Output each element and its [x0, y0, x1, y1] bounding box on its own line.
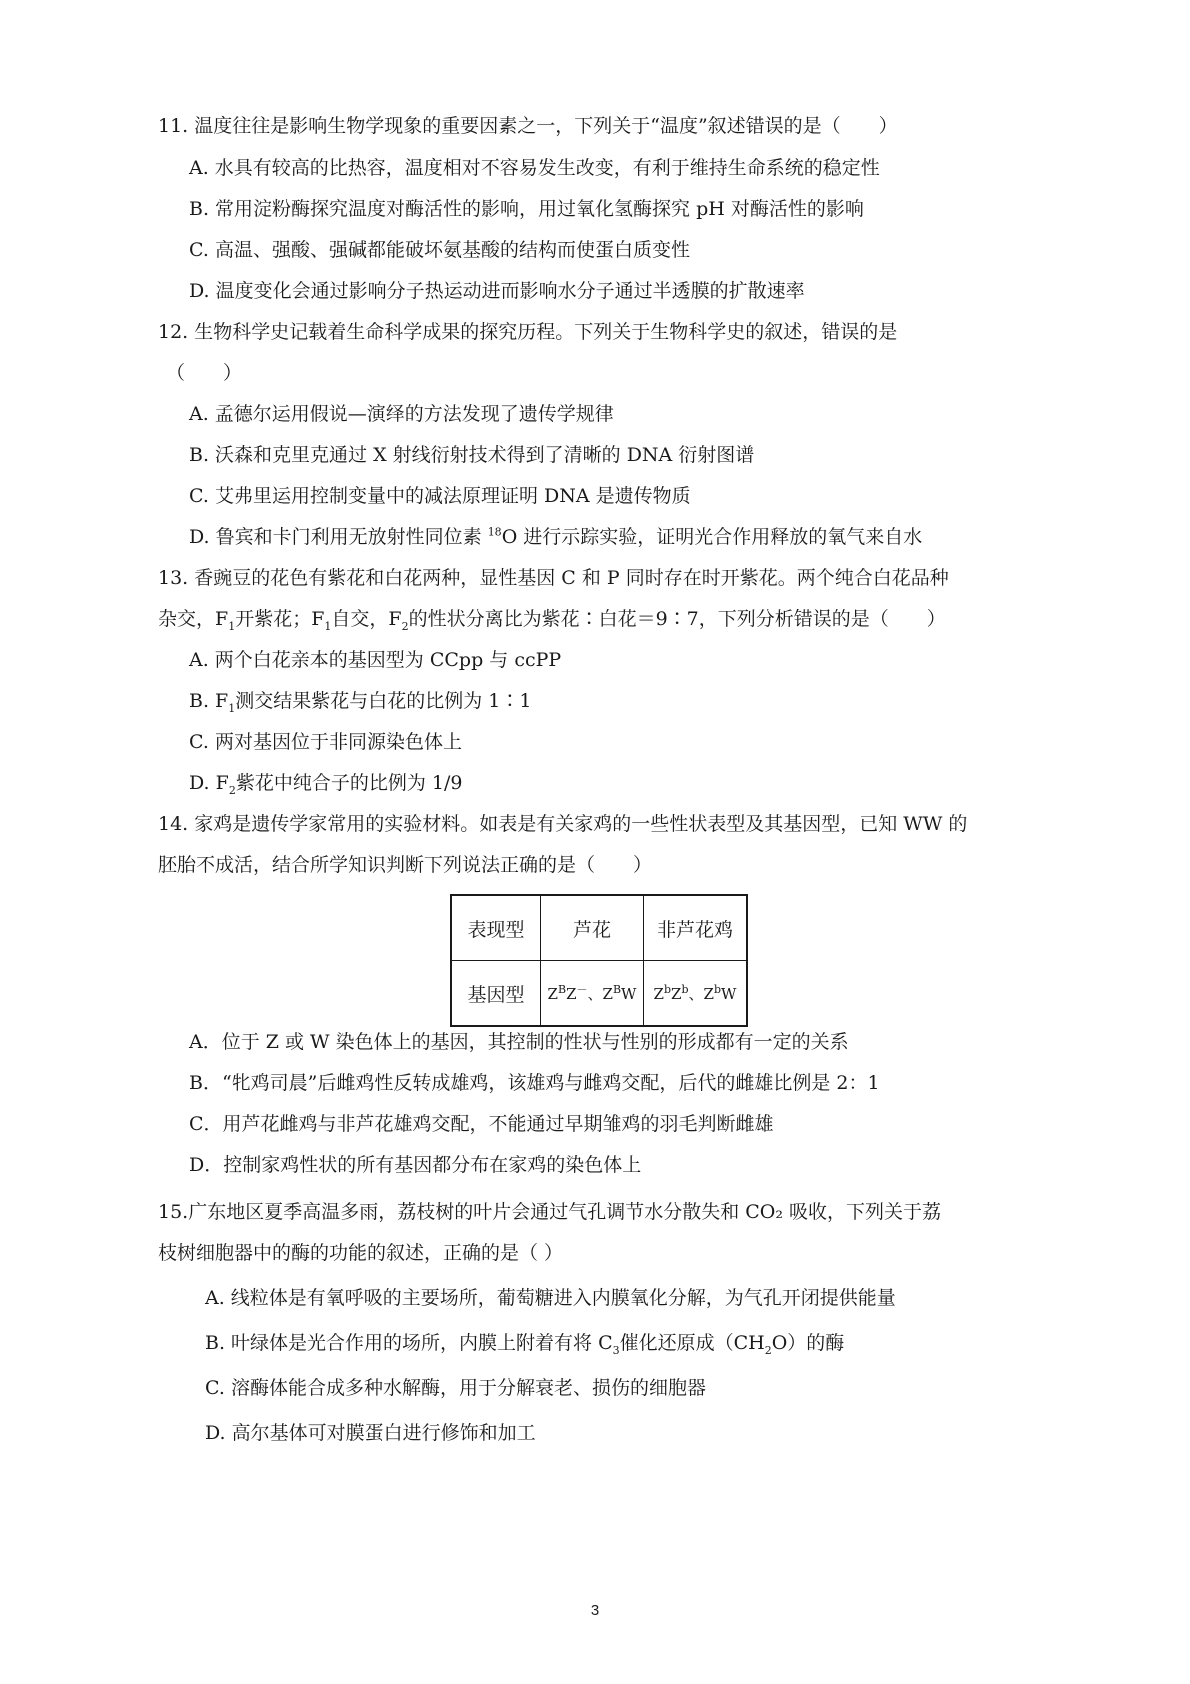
- genotype-sup: b: [713, 982, 722, 996]
- genotype-sup: B: [557, 982, 567, 996]
- q15-b-text-3: O）的酶: [771, 1332, 845, 1354]
- q12-d-isotope: 18: [487, 525, 502, 539]
- q12-d-text-2: O 进行示踪实验，证明光合作用释放的氧气来自水: [501, 526, 923, 548]
- q11-option-b: B. 常用淀粉酶探究温度对酶活性的影响，用过氧化氢酶探究 pH 对酶活性的影响: [189, 198, 864, 220]
- q15-b-text-1: B. 叶绿体是光合作用的场所，内膜上附着有将 C: [205, 1332, 613, 1354]
- q15-option-d: D. 高尔基体可对膜蛋白进行修饰和加工: [205, 1422, 536, 1444]
- genotype-w: W: [621, 984, 637, 1003]
- genotype-separator: 、: [688, 984, 704, 1003]
- q13-b-sub: 1: [228, 701, 236, 715]
- genotype-sup: b: [681, 982, 689, 996]
- q11-option-a: A. 水具有较高的比热容，温度相对不容易发生改变，有利于维持生命系统的稳定性: [189, 157, 880, 179]
- q15-option-c: C. 溶酶体能合成多种水解酶，用于分解衰老、损伤的细胞器: [205, 1377, 706, 1399]
- q13-d-text-2: 紫花中纯合子的比例为 1/9: [235, 772, 463, 794]
- q15-b-sub-2: 2: [764, 1343, 772, 1357]
- genotype-sup: B: [612, 982, 622, 996]
- q12-stem-line1: 12. 生物科学史记载着生命科学成果的探究历程。下列关于生物科学史的叙述，错误的是: [158, 321, 898, 343]
- table-row: [451, 895, 747, 961]
- q11-option-c: C. 高温、强酸、强碱都能破坏氨基酸的结构而使蛋白质变性: [189, 239, 690, 261]
- q13-s2-text-1: 杂交，F: [158, 608, 229, 630]
- genotype-sup: b: [663, 982, 672, 996]
- page-number: 3: [590, 1602, 600, 1619]
- q14-stem-line2: 胚胎不成活，结合所学知识判断下列说法正确的是（ ）: [158, 854, 653, 876]
- q12-stem-line2: （ ）: [166, 362, 243, 384]
- table-header-phenotype: 表现型: [451, 895, 541, 961]
- q13-d-text-1: D. F: [189, 772, 229, 794]
- q12-option-a: A. 孟德尔运用假说—演绎的方法发现了遗传学规律: [189, 403, 614, 425]
- table-header-barred: 芦花: [541, 895, 644, 961]
- genotype-z: Z: [566, 984, 577, 1003]
- q13-s2-text-2: 开紫花；F: [235, 608, 325, 630]
- q13-b-text-2: 测交结果紫花与白花的比例为 1∶1: [235, 690, 532, 712]
- table-cell-nonbarred-genotype: [644, 961, 748, 1027]
- genotype-z: Z: [653, 984, 664, 1003]
- q15-b-text-2: 催化还原成（CH: [619, 1332, 765, 1354]
- q14-option-b: B．“牝鸡司晨”后雌鸡性反转成雄鸡，该雄鸡与雌鸡交配，后代的雌雄比例是 2：1: [189, 1072, 880, 1094]
- q15-b-sub-1: 3: [612, 1343, 620, 1357]
- q13-option-c: C. 两对基因位于非同源染色体上: [189, 731, 462, 753]
- q13-option-a: A. 两个白花亲本的基因型为 CCpp 与 ccPP: [189, 649, 562, 671]
- q14-option-c: C．用芦花雌鸡与非芦花雄鸡交配，不能通过早期雏鸡的羽毛判断雌雄: [189, 1113, 774, 1135]
- q13-s2-text-3: 自交，F: [331, 608, 402, 630]
- q15-stem-line2: 枝树细胞器中的酶的功能的叙述，正确的是（ ）: [158, 1242, 564, 1264]
- genotype-separator: 、: [587, 984, 603, 1003]
- q13-stem-line1: 13. 香豌豆的花色有紫花和白花两种，显性基因 C 和 P 同时存在时开紫花。两个纯合白花品种: [158, 567, 949, 589]
- q13-d-sub: 2: [228, 783, 236, 797]
- table-header-nonbarred: 非芦花鸡: [644, 895, 748, 961]
- q12-d-text-1: D. 鲁宾和卡门利用无放射性同位素: [189, 526, 488, 548]
- genotype-sup: －: [576, 982, 588, 996]
- q13-stem-line2: [158, 607, 946, 631]
- q15-stem-line1: 15.广东地区夏季高温多雨，荔枝树的叶片会通过气孔调节水分散失和 CO₂ 吸收，下列关于荔: [158, 1201, 942, 1223]
- genotype-w: W: [721, 984, 737, 1003]
- table-row: [451, 961, 747, 1027]
- genotype-z: Z: [602, 984, 613, 1003]
- q13-option-d: [189, 771, 462, 795]
- table-cell-barred-genotype: [541, 961, 644, 1027]
- q14-option-a: A．位于 Z 或 W 染色体上的基因，其控制的性状与性别的形成都有一定的关系: [189, 1031, 849, 1053]
- q11-option-d: D. 温度变化会通过影响分子热运动进而影响水分子通过半透膜的扩散速率: [189, 280, 805, 302]
- q11-stem: 11. 温度往往是影响生物学现象的重要因素之一，下列关于“温度”叙述错误的是（ ）: [158, 115, 898, 137]
- genotype-table: [450, 894, 748, 1027]
- q13-option-b: [189, 689, 531, 713]
- q13-s2-sub-1: 1: [228, 619, 236, 633]
- genotype-z: Z: [547, 984, 558, 1003]
- genotype-z: Z: [671, 984, 682, 1003]
- q13-b-text-1: B. F: [189, 690, 229, 712]
- q14-option-d: D．控制家鸡性状的所有基因都分布在家鸡的染色体上: [189, 1154, 642, 1176]
- table-row-genotype-label: 基因型: [451, 961, 541, 1027]
- q13-s2-sub-3: 2: [401, 619, 409, 633]
- q15-option-b: [205, 1331, 844, 1355]
- genotype-z: Z: [703, 984, 714, 1003]
- q12-option-c: C. 艾弗里运用控制变量中的减法原理证明 DNA 是遗传物质: [189, 485, 691, 507]
- q15-option-a: A. 线粒体是有氧呼吸的主要场所，葡萄糖进入内膜氧化分解，为气孔开闭提供能量: [205, 1287, 896, 1309]
- q12-option-b: B. 沃森和克里克通过 X 射线衍射技术得到了清晰的 DNA 衍射图谱: [189, 444, 755, 466]
- q14-stem-line1: 14. 家鸡是遗传学家常用的实验材料。如表是有关家鸡的一些性状表型及其基因型，已知 WW 的: [158, 813, 968, 835]
- q13-s2-text-4: 的性状分离比为紫花∶白花＝9∶7，下列分析错误的是（ ）: [408, 608, 946, 630]
- q12-option-d: [189, 525, 922, 549]
- q13-s2-sub-2: 1: [324, 619, 332, 633]
